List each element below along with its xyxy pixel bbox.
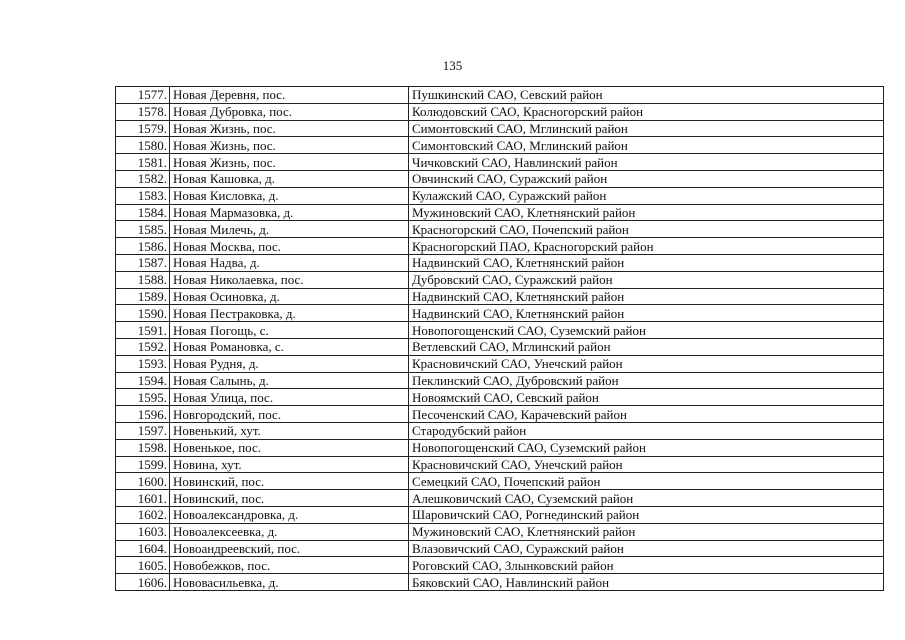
administrative-unit-cell: Семецкий САО, Почепский район	[409, 473, 884, 490]
settlement-name-cell: Новая Рудня, д.	[170, 355, 409, 372]
table-row	[116, 305, 884, 322]
settlement-name-cell: Новая Мармазовка, д.	[170, 204, 409, 221]
table-row	[116, 540, 884, 557]
settlement-name-cell: Новая Пестраковка, д.	[170, 305, 409, 322]
administrative-unit-cell: Влазовичский САО, Суражский район	[409, 540, 884, 557]
administrative-unit-cell: Алешковичский САО, Суземский район	[409, 490, 884, 507]
settlement-name-cell: Новинский, пос.	[170, 490, 409, 507]
row-number-cell: 1587.	[116, 254, 170, 271]
settlement-name-cell: Новгородский, пос.	[170, 406, 409, 423]
table-row	[116, 120, 884, 137]
table-row	[116, 506, 884, 523]
administrative-unit-cell: Шаровичский САО, Рогнединский район	[409, 506, 884, 523]
administrative-unit-cell: Дубровский САО, Суражский район	[409, 271, 884, 288]
settlement-name-cell: Новобежков, пос.	[170, 557, 409, 574]
row-number-cell: 1585.	[116, 221, 170, 238]
administrative-unit-cell: Мужиновский САО, Клетнянский район	[409, 523, 884, 540]
settlement-name-cell: Новая Романовка, с.	[170, 338, 409, 355]
row-number-cell: 1578.	[116, 103, 170, 120]
table-row	[116, 221, 884, 238]
settlement-name-cell: Новая Осиновка, д.	[170, 288, 409, 305]
administrative-unit-cell: Пеклинский САО, Дубровский район	[409, 372, 884, 389]
table-row	[116, 473, 884, 490]
settlement-name-cell: Новая Надва, д.	[170, 254, 409, 271]
settlement-name-cell: Новоалександровка, д.	[170, 506, 409, 523]
row-number-cell: 1604.	[116, 540, 170, 557]
administrative-unit-cell: Надвинский САО, Клетнянский район	[409, 288, 884, 305]
row-number-cell: 1577.	[116, 87, 170, 104]
settlement-name-cell: Новая Дубровка, пос.	[170, 103, 409, 120]
row-number-cell: 1603.	[116, 523, 170, 540]
table-row	[116, 523, 884, 540]
row-number-cell: 1592.	[116, 338, 170, 355]
administrative-unit-cell: Новопогощенский САО, Суземский район	[409, 439, 884, 456]
settlement-name-cell: Новая Милечь, д.	[170, 221, 409, 238]
administrative-unit-cell: Кулажский САО, Суражский район	[409, 187, 884, 204]
table-row	[116, 137, 884, 154]
table-row	[116, 557, 884, 574]
administrative-unit-cell: Симонтовский САО, Мглинский район	[409, 137, 884, 154]
page-number: 135	[442, 58, 463, 73]
settlements-table	[115, 86, 884, 591]
table-row	[116, 439, 884, 456]
table-row	[116, 204, 884, 221]
administrative-unit-cell: Новоямский САО, Севский район	[409, 389, 884, 406]
administrative-unit-cell: Колюдовский САО, Красногорский район	[409, 103, 884, 120]
settlement-name-cell: Новоандреевский, пос.	[170, 540, 409, 557]
row-number-cell: 1597.	[116, 422, 170, 439]
table-row	[116, 338, 884, 355]
administrative-unit-cell: Красновичский САО, Унечский район	[409, 355, 884, 372]
table-row	[116, 254, 884, 271]
administrative-unit-cell: Песоченский САО, Карачевский район	[409, 406, 884, 423]
settlement-name-cell: Новая Кисловка, д.	[170, 187, 409, 204]
table-row	[116, 456, 884, 473]
row-number-cell: 1596.	[116, 406, 170, 423]
row-number-cell: 1581.	[116, 154, 170, 171]
row-number-cell: 1594.	[116, 372, 170, 389]
settlement-name-cell: Новинский, пос.	[170, 473, 409, 490]
administrative-unit-cell: Пушкинский САО, Севский район	[409, 87, 884, 104]
administrative-unit-cell: Новопогощенский САО, Суземский район	[409, 322, 884, 339]
settlement-name-cell: Новая Деревня, пос.	[170, 87, 409, 104]
row-number-cell: 1582.	[116, 170, 170, 187]
administrative-unit-cell: Ветлевский САО, Мглинский район	[409, 338, 884, 355]
settlements-table-body	[116, 87, 884, 591]
table-row	[116, 170, 884, 187]
row-number-cell: 1593.	[116, 355, 170, 372]
row-number-cell: 1583.	[116, 187, 170, 204]
table-row	[116, 87, 884, 104]
table-row	[116, 238, 884, 255]
administrative-unit-cell: Овчинский САО, Суражский район	[409, 170, 884, 187]
row-number-cell: 1586.	[116, 238, 170, 255]
table-row	[116, 288, 884, 305]
table-row	[116, 422, 884, 439]
settlement-name-cell: Новенький, хут.	[170, 422, 409, 439]
row-number-cell: 1605.	[116, 557, 170, 574]
settlement-name-cell: Новая Николаевка, пос.	[170, 271, 409, 288]
settlement-name-cell: Новая Кашовка, д.	[170, 170, 409, 187]
settlement-name-cell: Новоалексеевка, д.	[170, 523, 409, 540]
row-number-cell: 1590.	[116, 305, 170, 322]
settlement-name-cell: Нововасильевка, д.	[170, 574, 409, 591]
administrative-unit-cell: Роговский САО, Злынковский район	[409, 557, 884, 574]
table-row	[116, 154, 884, 171]
settlement-name-cell: Новая Москва, пос.	[170, 238, 409, 255]
settlement-name-cell: Новая Жизнь, пос.	[170, 120, 409, 137]
row-number-cell: 1598.	[116, 439, 170, 456]
row-number-cell: 1601.	[116, 490, 170, 507]
row-number-cell: 1588.	[116, 271, 170, 288]
row-number-cell: 1600.	[116, 473, 170, 490]
table-row	[116, 355, 884, 372]
table-row	[116, 322, 884, 339]
table-row	[116, 389, 884, 406]
administrative-unit-cell: Бяковский САО, Навлинский район	[409, 574, 884, 591]
settlement-name-cell: Новая Жизнь, пос.	[170, 154, 409, 171]
table-row	[116, 372, 884, 389]
settlement-name-cell: Новая Погощь, с.	[170, 322, 409, 339]
row-number-cell: 1599.	[116, 456, 170, 473]
administrative-unit-cell: Надвинский САО, Клетнянский район	[409, 305, 884, 322]
table-row	[116, 490, 884, 507]
row-number-cell: 1591.	[116, 322, 170, 339]
table-row	[116, 271, 884, 288]
row-number-cell: 1595.	[116, 389, 170, 406]
table-row	[116, 574, 884, 591]
table-row	[116, 406, 884, 423]
row-number-cell: 1584.	[116, 204, 170, 221]
administrative-unit-cell: Симонтовский САО, Мглинский район	[409, 120, 884, 137]
settlement-name-cell: Новая Улица, пос.	[170, 389, 409, 406]
administrative-unit-cell: Стародубский район	[409, 422, 884, 439]
row-number-cell: 1606.	[116, 574, 170, 591]
administrative-unit-cell: Красновичский САО, Унечский район	[409, 456, 884, 473]
table-row	[116, 103, 884, 120]
row-number-cell: 1580.	[116, 137, 170, 154]
table-row	[116, 187, 884, 204]
settlement-name-cell: Новая Жизнь, пос.	[170, 137, 409, 154]
row-number-cell: 1579.	[116, 120, 170, 137]
settlement-name-cell: Новина, хут.	[170, 456, 409, 473]
settlement-name-cell: Новая Салынь, д.	[170, 372, 409, 389]
administrative-unit-cell: Чичковский САО, Навлинский район	[409, 154, 884, 171]
row-number-cell: 1602.	[116, 506, 170, 523]
administrative-unit-cell: Мужиновский САО, Клетнянский район	[409, 204, 884, 221]
row-number-cell: 1589.	[116, 288, 170, 305]
administrative-unit-cell: Красногорский ПАО, Красногорский район	[409, 238, 884, 255]
settlement-name-cell: Новенькое, пос.	[170, 439, 409, 456]
administrative-unit-cell: Красногорский САО, Почепский район	[409, 221, 884, 238]
administrative-unit-cell: Надвинский САО, Клетнянский район	[409, 254, 884, 271]
